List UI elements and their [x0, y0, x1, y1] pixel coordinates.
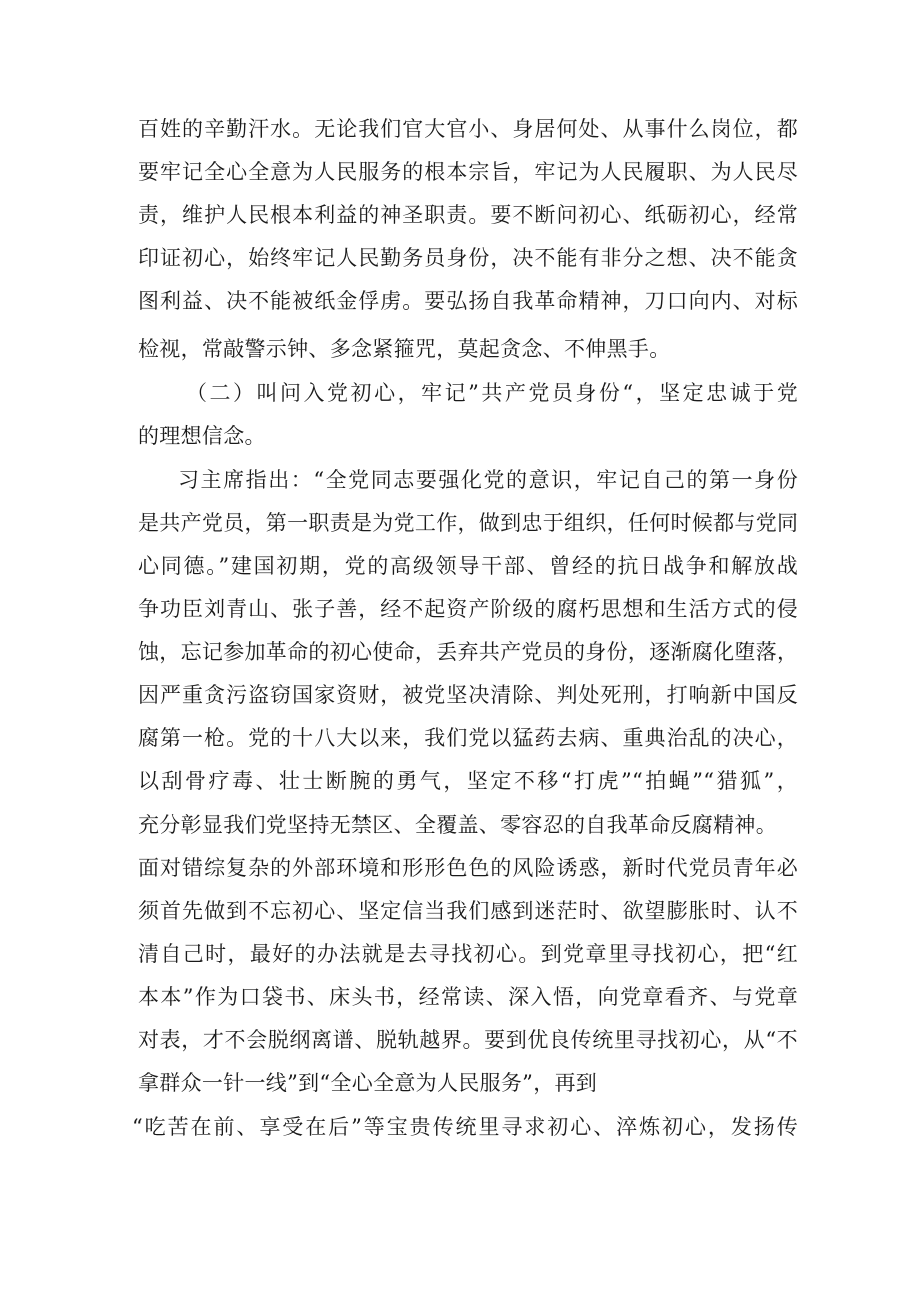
paragraph-line: 印证初心，始终牢记人民勤务员身份，决不能有非分之想、决不能贪: [138, 246, 798, 270]
paragraph-line: 因严重贪污盗窃国家资财，被党坚决清除、判处死刑，打响新中国反: [138, 683, 798, 707]
section-heading-line: （二）叫问入党初心，牢记”共产党员身份“，坚定忠诚于党: [186, 381, 798, 405]
paragraph-line: 习主席指出：“全党同志要强化党的意识，牢记自己的第一身份: [178, 468, 798, 492]
paragraph-line: 要牢记全心全意为人民服务的根本宗旨，牢记为人民履职、为人民尽: [138, 160, 798, 184]
paragraph-line: 是共产党员，第一职责是为党工作，做到忠于组织，任何时候都与党同: [138, 511, 799, 535]
paragraph-line: 检视，常敲警示钟、多念紧箍咒，莫起贪念、不伸黑手。: [138, 337, 671, 361]
paragraph-line: 责，维护人民根本利益的神圣职责。要不断问初心、纸砺初心，经常: [138, 203, 798, 227]
paragraph-line: 本本”作为口袋书、床头书，经常读、深入悟，向党章看齐、与党章: [138, 985, 798, 1009]
section-heading-line: 的理想信念。: [138, 424, 266, 448]
paragraph-line: 须首先做到不忘初心、坚定信当我们感到迷茫时、欲望膨胀时、认不: [138, 899, 798, 923]
paragraph-line: 腐第一枪。党的十八大以来，我们党以猛药去病、重典治乱的决心，: [138, 726, 798, 750]
paragraph-line: 图利益、决不能被纸金俘虏。要弘扬自我革命精神，刀口向内、对标: [138, 289, 798, 313]
paragraph-line: 对表，才不会脱纲离谱、脱轨越界。要到优良传统里寻找初心，从“不: [138, 1028, 798, 1052]
paragraph-line: 清自己时，最好的办法就是去寻找初心。到党章里寻找初心，把“红: [138, 942, 798, 966]
paragraph-line: 面对错综复杂的外部环境和形形色色的风险诱惑，新时代党员青年必: [138, 856, 798, 880]
paragraph-line: 蚀，忘记参加革命的初心使命，丢弃共产党员的身份，逐渐腐化堕落，: [138, 640, 799, 664]
paragraph-line: 心同德。”建国初期，党的高级领导干部、曾经的抗日战争和解放战: [138, 554, 798, 578]
paragraph-line: 百姓的辛勤汗水。无论我们官大官小、身居何处、从事什么岗位，都: [138, 117, 798, 141]
paragraph-line: 充分彰显我们党坚持无禁区、全覆盖、零容忍的自我革命反腐精神。: [138, 813, 777, 837]
paragraph-line: 争功臣刘青山、张子善，经不起资产阶级的腐朽思想和生活方式的侵: [138, 597, 798, 621]
paragraph-line: 以刮骨疗毒、壮士断腕的勇气，坚定不移“打虎”“拍蝇”“猎狐”，: [138, 769, 798, 793]
paragraph-line: 拿群众一针一线”到“全心全意为人民服务”，再到: [138, 1071, 598, 1095]
paragraph-line: “吃苦在前、享受在后”等宝贵传统里寻求初心、淬炼初心，发扬传: [132, 1115, 798, 1139]
